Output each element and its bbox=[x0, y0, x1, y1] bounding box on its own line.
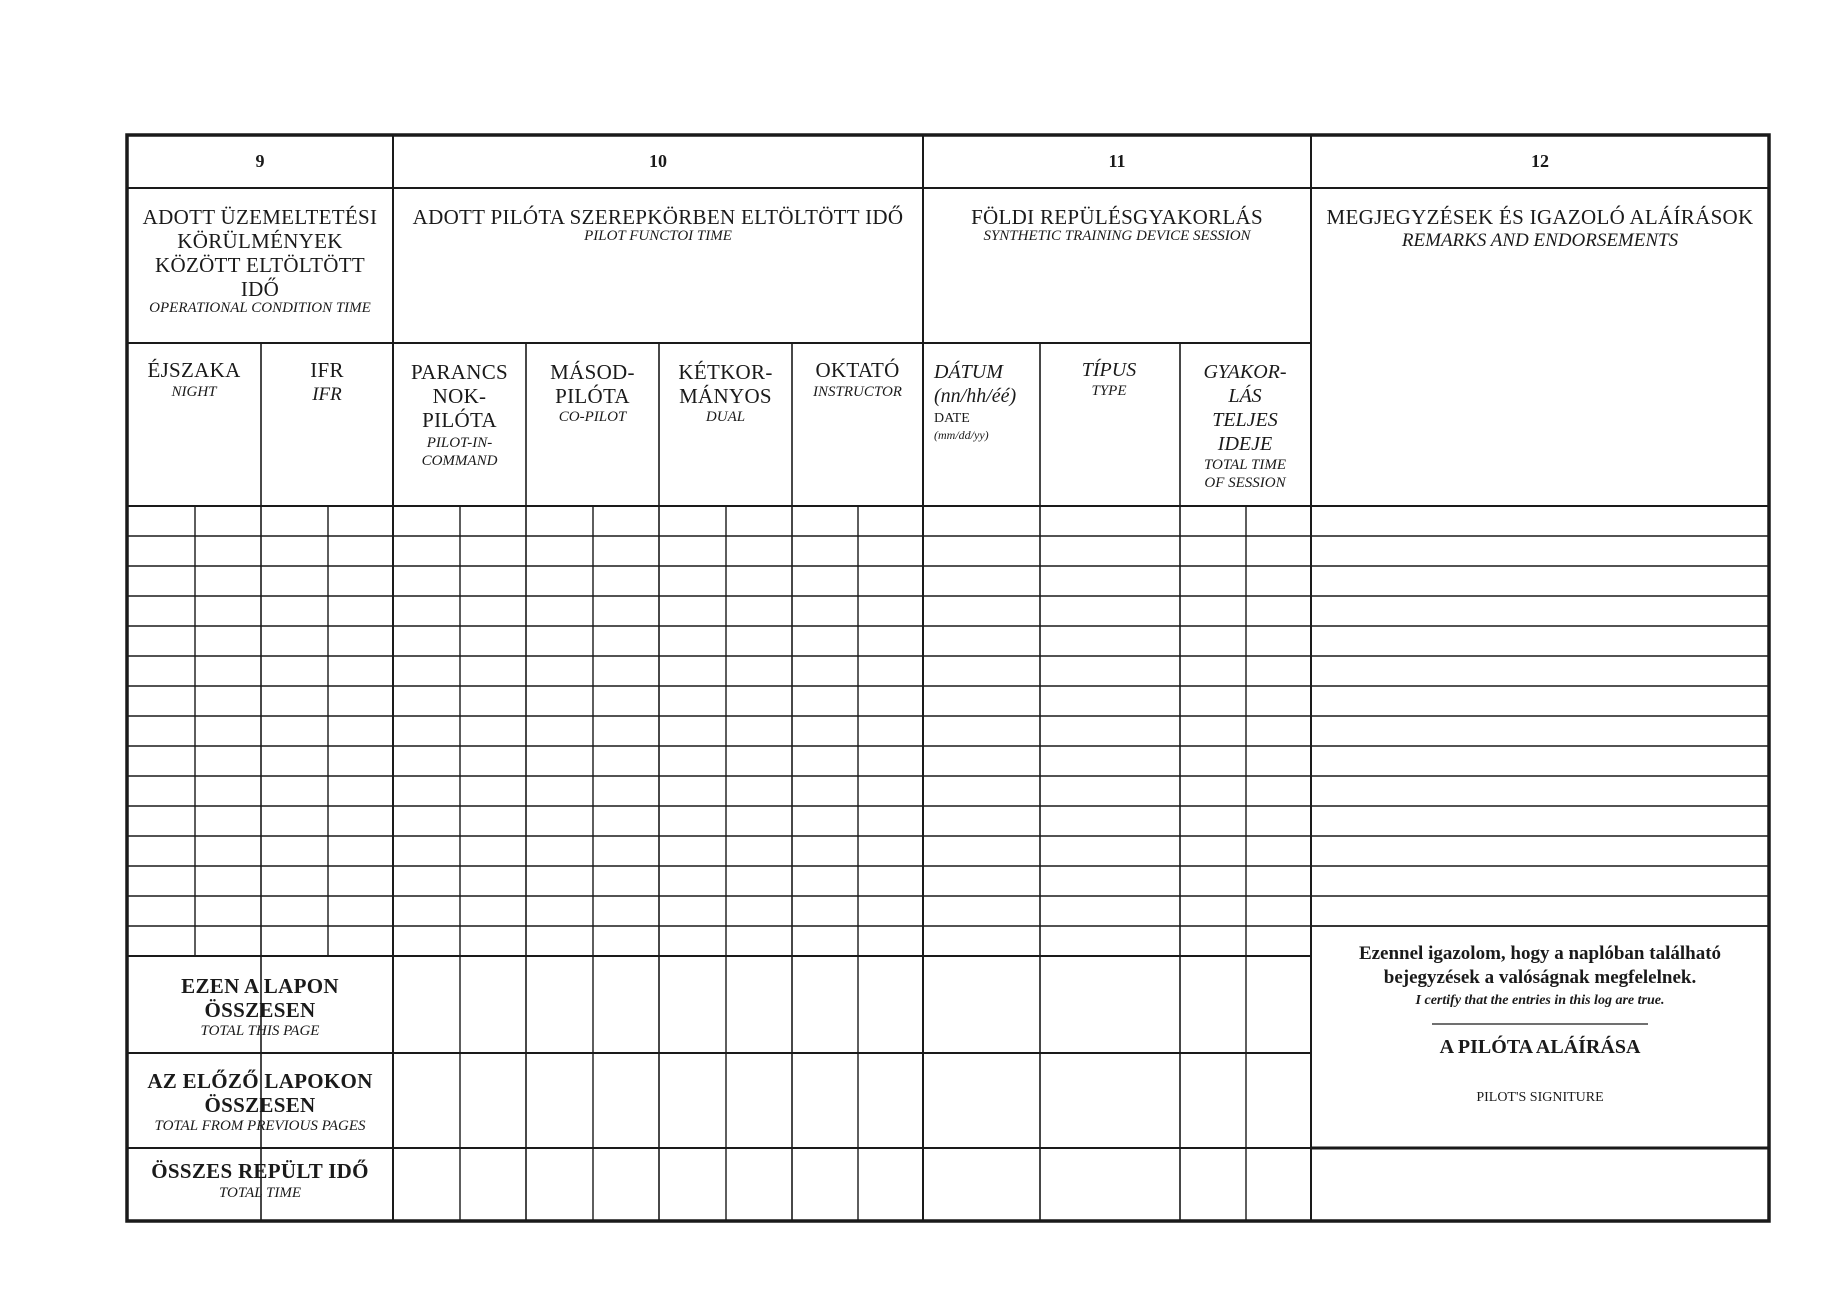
column-number-11: 11 bbox=[1108, 151, 1126, 171]
certification-statement: Ezennel igazolom, hogy a naplóban található bejegyzések a valóságnak megfelelnek. I certify that the entries in this log are true. bbox=[1358, 943, 1722, 1008]
total-this-page-label: EZEN A LAPON ÖSSZESEN TOTAL THIS PAGE bbox=[181, 974, 339, 1039]
synthetic-training-subtitle: SYNTHETIC TRAINING DEVICE SESSION bbox=[983, 228, 1251, 244]
pilot-in-command-header: PARANCS NOK- PILÓTA PILOT-IN- COMMAND bbox=[410, 360, 509, 469]
instructor-header: OKTATÓ INSTRUCTOR bbox=[813, 358, 902, 400]
total-time-label: ÖSSZES REPÜLT IDŐ TOTAL TIME bbox=[151, 1159, 369, 1201]
operational-condition-title: ADOTT ÜZEMELTETÉSI KÖRÜLMÉNYEK KÖZÖTT ELTÖLTÖTT IDŐ bbox=[142, 205, 378, 301]
remarks-title: MEGJEGYZÉSEK ÉS IGAZOLÓ ALÁÍRÁSOK bbox=[1326, 205, 1754, 229]
total-previous-pages-label: AZ ELŐZŐ LAPOKON ÖSSZESEN TOTAL FROM PREVIOUS PAGES bbox=[147, 1069, 373, 1134]
co-pilot-header: MÁSOD- PILÓTA CO-PILOT bbox=[550, 360, 635, 425]
remarks-subtitle: REMARKS AND ENDORSEMENTS bbox=[1401, 230, 1679, 251]
column-number-10: 10 bbox=[649, 151, 667, 171]
synthetic-training-title: FÖLDI REPÜLÉSGYAKORLÁS bbox=[971, 205, 1263, 229]
operational-condition-subtitle: OPERATIONAL CONDITION TIME bbox=[149, 300, 371, 316]
type-header: TÍPUS TYPE bbox=[1081, 359, 1137, 399]
pilot-signature-label: A PILÓTA ALÁÍRÁSA bbox=[1439, 1036, 1641, 1058]
pilot-signature-english: PILOT'S SIGNITURE bbox=[1476, 1090, 1604, 1105]
column-number-12: 12 bbox=[1531, 151, 1549, 171]
pilot-function-subtitle: PILOT FUNCTOI TIME bbox=[584, 228, 732, 244]
ifr-header: IFR IFR bbox=[310, 358, 344, 405]
dual-header: KÉTKOR- MÁNYOS DUAL bbox=[678, 360, 773, 425]
date-header: DÁTUM (nn/hh/éé) DATE (mm/dd/yy) bbox=[934, 361, 1017, 442]
night-header: ÉJSZAKA NIGHT bbox=[147, 358, 241, 400]
pilot-function-title: ADOTT PILÓTA SZEREPKÖRBEN ELTÖLTÖTT IDŐ bbox=[412, 205, 904, 229]
column-number-9: 9 bbox=[255, 151, 265, 171]
session-time-header: GYAKOR- LÁS TELJES IDEJE TOTAL TIME OF SESSION bbox=[1203, 361, 1287, 491]
